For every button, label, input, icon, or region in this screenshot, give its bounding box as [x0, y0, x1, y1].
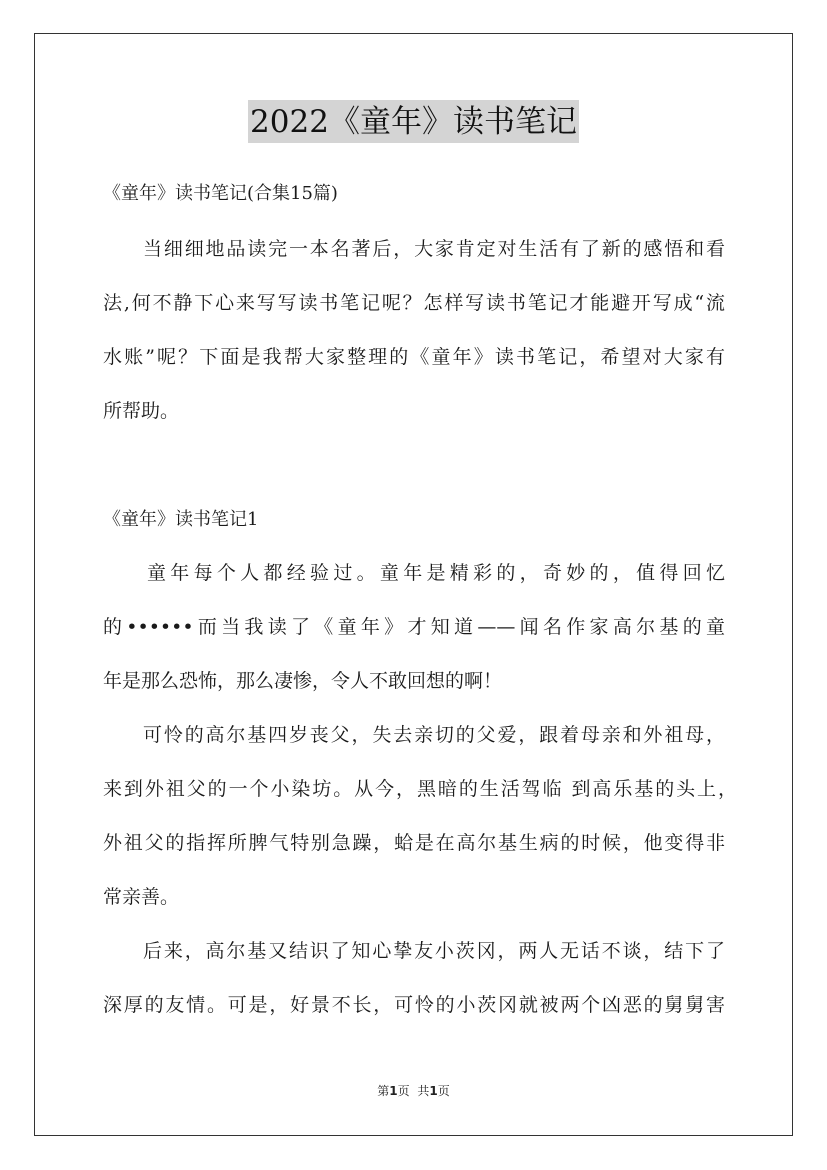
collection-heading: 《童年》读书笔记(合集15篇)	[103, 183, 338, 204]
body-line: 童年每个人都经验过。童年是精彩的，奇妙的，值得回忆	[147, 562, 725, 584]
intro-line: 法,何不静下心来写写读书笔记呢？怎样写读书笔记才能避开写成“流	[103, 292, 725, 314]
body-line: 可怜的高尔基四岁丧父，失去亲切的父爱，跟着母亲和外祖母，	[143, 724, 725, 746]
page-number: 1	[389, 1084, 398, 1098]
title-container	[0, 100, 827, 143]
body-line: 深厚的友情。可是，好景不长，可怜的小茨冈就被两个凶恶的舅舅害	[103, 994, 725, 1016]
body-line: 的••••••而当我读了《童年》才知道——闻名作家高尔基的童	[103, 616, 725, 638]
document-title: 2022《童年》读书笔记	[248, 100, 579, 143]
total-suffix: 页	[437, 1084, 450, 1098]
body-line: 外祖父的指挥所脾气特别急躁，蛤是在高尔基生病的时候，他变得非	[103, 832, 725, 854]
body-line: 来到外祖父的一个小染坊。从今，黑暗的生活驾临 到高乐基的头上，	[103, 778, 737, 800]
page-prefix: 第	[377, 1084, 390, 1098]
body-line: 年是那么恐怖，那么凄惨，令人不敢回想的啊！	[103, 670, 503, 692]
body-line: 常亲善。	[103, 886, 180, 908]
total-prefix: 共	[417, 1084, 430, 1098]
page-suffix: 页	[397, 1084, 410, 1098]
page-footer	[0, 1083, 827, 1099]
intro-line: 所帮助。	[103, 400, 180, 422]
body-line: 后来，高尔基又结识了知心挚友小茨冈，两人无话不谈，结下了	[143, 940, 725, 962]
page-total: 1	[429, 1084, 438, 1098]
intro-line: 当细细地品读完一本名著后，大家肯定对生活有了新的感悟和看	[143, 238, 725, 260]
section-heading: 《童年》读书笔记1	[103, 509, 259, 530]
intro-line: 水账”呢？下面是我帮大家整理的《童年》读书笔记，希望对大家有	[103, 346, 725, 368]
